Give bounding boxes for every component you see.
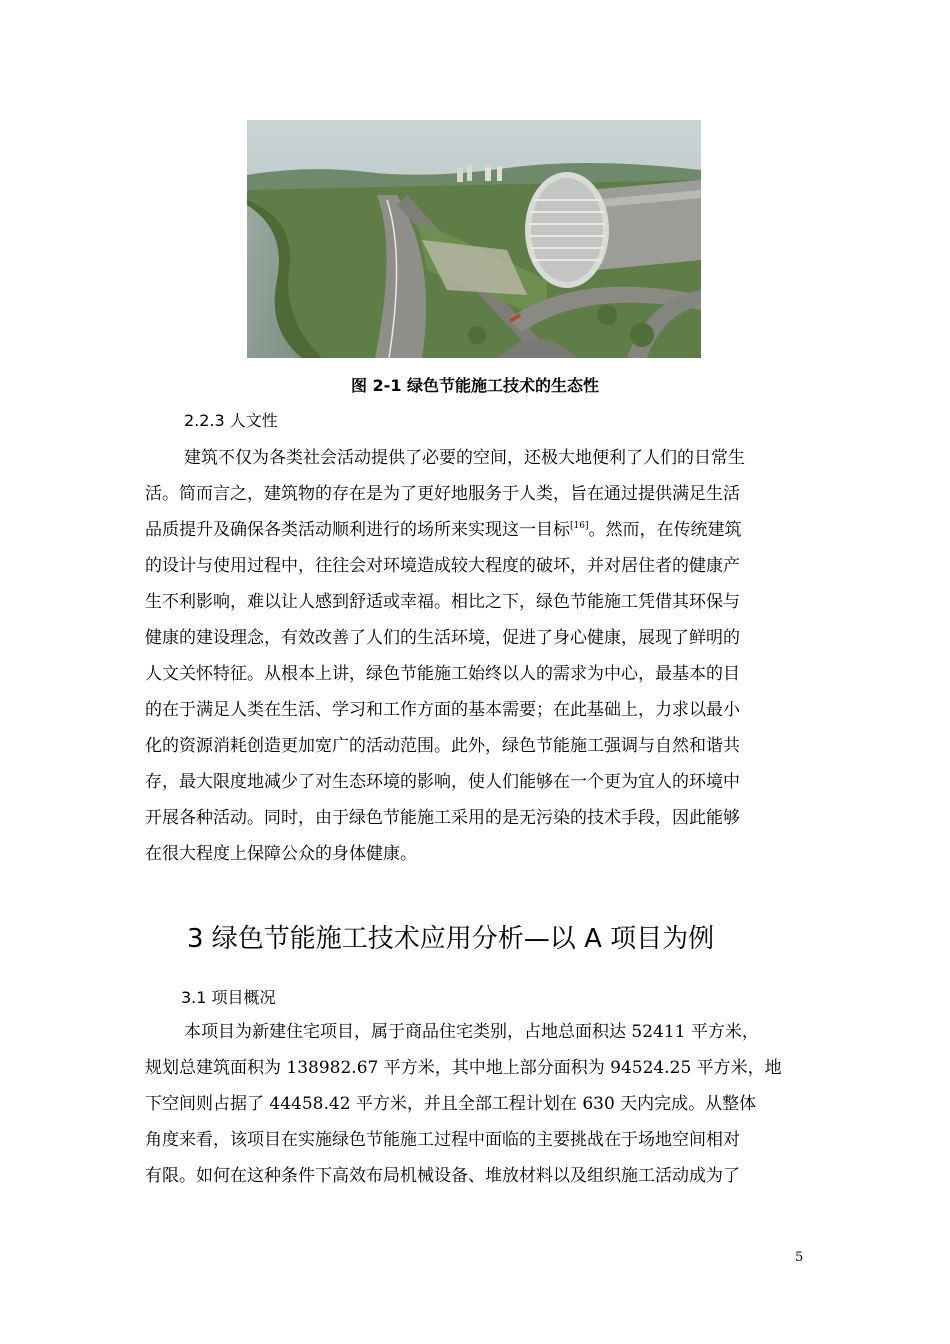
text-line: 人文关怀特征。从根本上讲，绿色节能施工始终以人的需求为中心，最基本的目 bbox=[145, 664, 740, 684]
text-line: 活。简而言之，建筑物的存在是为了更好地服务于人类，旨在通过提供满足生活 bbox=[145, 484, 740, 504]
text-line: 规划总建筑面积为 138982.67 平方米，其中地上部分面积为 94524.25 平方米，地 bbox=[145, 1058, 782, 1078]
page-number: 5 bbox=[795, 1250, 804, 1265]
text-line: 生不利影响，难以让人感到舒适或幸福。相比之下，绿色节能施工凭借其环保与 bbox=[145, 592, 740, 612]
citation-marker: [16] bbox=[570, 521, 589, 531]
paragraph-project-overview bbox=[145, 1014, 809, 1194]
chapter-heading: 3 绿色节能施工技术应用分析—以 A 项目为例 bbox=[187, 924, 715, 954]
text-line: 存，最大限度地减少了对生态环境的影响，使人们能够在一个更为宜人的环境中 bbox=[145, 772, 740, 792]
text-line: 本项目为新建住宅项目，属于商品住宅类别，占地总面积达 52411 平方米， bbox=[184, 1022, 759, 1042]
section-heading-3-1: 3.1 项目概况 bbox=[181, 988, 276, 1007]
text-line: 在很大程度上保障公众的身体健康。 bbox=[145, 844, 417, 864]
figure-aerial-photo bbox=[247, 120, 701, 358]
text-line: 下空间则占据了 44458.42 平方米，并且全部工程计划在 630 天内完成。从整体 bbox=[145, 1094, 757, 1114]
text-line: 有限。如何在这种条件下高效布局机械设备、堆放材料以及组织施工活动成为了 bbox=[145, 1166, 740, 1186]
paragraph-humanistic bbox=[145, 440, 809, 872]
text-line: 的设计与使用过程中，往往会对环境造成较大程度的破坏，并对居住者的健康产 bbox=[145, 556, 740, 576]
text-line-head: 品质提升及确保各类活动顺利进行的场所来实现这一目标 bbox=[145, 520, 570, 540]
aerial-photo-illustration bbox=[247, 120, 701, 358]
text-line: 建筑不仅为各类社会活动提供了必要的空间，还极大地便利了人们的日常生 bbox=[184, 448, 745, 468]
text-line-tail: 。然而，在传统建筑 bbox=[588, 520, 742, 540]
section-heading-2-2-3: 2.2.3 人文性 bbox=[184, 411, 278, 430]
text-line bbox=[145, 512, 809, 548]
text-line: 的在于满足人类在生活、学习和工作方面的基本需要；在此基础上，力求以最小 bbox=[145, 700, 740, 720]
text-line: 化的资源消耗创造更加宽广的活动范围。此外，绿色节能施工强调与自然和谐共 bbox=[145, 736, 740, 756]
text-line: 健康的建设理念，有效改善了人们的生活环境，促进了身心健康，展现了鲜明的 bbox=[145, 628, 740, 648]
figure-caption: 图 2-1 绿色节能施工技术的生态性 bbox=[350, 376, 600, 395]
text-line: 开展各种活动。同时，由于绿色节能施工采用的是无污染的技术手段，因此能够 bbox=[145, 808, 740, 828]
text-line: 角度来看，该项目在实施绿色节能施工过程中面临的主要挑战在于场地空间相对 bbox=[145, 1130, 740, 1150]
